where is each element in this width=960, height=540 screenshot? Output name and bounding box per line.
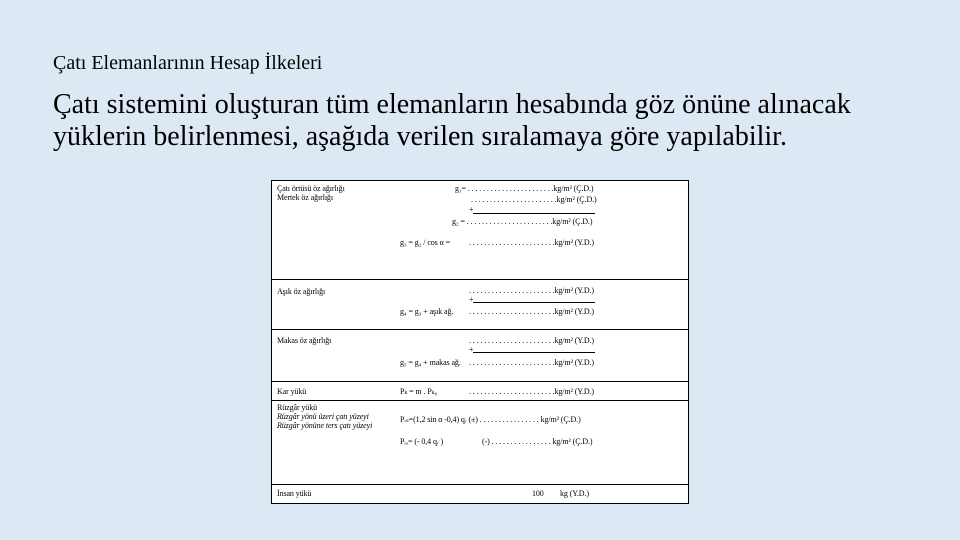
snow-label: Kar yükü	[277, 387, 307, 396]
g4-value: . . . . . . . . . . . . . . . . . . . . . . .kg/m² (Y.D.)	[469, 307, 594, 316]
row-divider	[272, 329, 688, 330]
wind-label: Rüzgâr yükü	[277, 403, 318, 412]
purlin-value: . . . . . . . . . . . . . . . . . . . . . . .kg/m² (Y.D.)	[469, 286, 594, 295]
g5-value: . . . . . . . . . . . . . . . . . . . . . . .kg/m² (Y.D.)	[469, 358, 594, 367]
row-divider	[272, 484, 688, 485]
purlin-label: Aşık öz ağırlığı	[277, 287, 326, 296]
g3-formula: g₃ = g₂ / cos α =	[400, 238, 450, 247]
roof-cover-label: Çatı örtüsü öz ağırlığı	[277, 184, 345, 193]
g3-value: . . . . . . . . . . . . . . . . . . . . . . .kg/m² (Y.D.)	[469, 238, 594, 247]
load-calculation-table	[271, 180, 689, 504]
sum-plus: +	[469, 295, 474, 304]
rafter-label: Mertek öz ağırlığı	[277, 193, 333, 202]
row-divider	[272, 400, 688, 401]
snow-formula: Pₖ = m . Pₖ₀	[400, 387, 438, 396]
sum-line	[473, 352, 595, 353]
row-divider	[272, 279, 688, 280]
g1b-value: . . . . . . . . . . . . . . . . . . . . . . .kg/m² (Ç.D.)	[471, 195, 597, 204]
g2-value: g₂ = . . . . . . . . . . . . . . . . . . . . . . .kg/m² (Ç.D.)	[452, 217, 593, 226]
sum-line	[473, 213, 595, 214]
truss-label: Makas öz ağırlığı	[277, 336, 332, 345]
slide-body-text: Çatı sistemini oluşturan tüm elemanların hesabında göz önüne alınacak yüklerin belirlenmesi, aşağıda verilen sıralamaya göre yapılabilir.	[53, 89, 851, 152]
wind-leeward-label: Rüzgâr yönüne ters çatı yüzeyi	[277, 421, 373, 430]
sum-line	[473, 302, 595, 303]
human-load-value: 100	[532, 489, 544, 498]
wind-windward-label: Rüzgâr yönü üzeri çatı yüzeyi	[277, 412, 369, 421]
g1-value: g₁= . . . . . . . . . . . . . . . . . . . . . . .kg/m² (Ç.D.)	[455, 184, 594, 193]
wind-value-leeward: (-) . . . . . . . . . . . . . . . . kg/m² (Ç.D.)	[482, 437, 593, 446]
g4-formula: g₄ = g₃ + aşık ağ.	[400, 307, 454, 316]
row-divider	[272, 381, 688, 382]
human-load-label: İnsan yükü	[277, 489, 312, 498]
wind-formula-windward: Pᵣₛ=(1,2 sin α -0,4) qᵣ (±) . . . . . . . . . . . . . . . . kg/m² (Ç.D.)	[400, 415, 581, 424]
slide-title: Çatı Elemanlarının Hesap İlkeleri	[53, 52, 323, 74]
truss-value: . . . . . . . . . . . . . . . . . . . . . . .kg/m² (Y.D.)	[469, 336, 594, 345]
sum-plus: +	[469, 345, 474, 354]
snow-value: . . . . . . . . . . . . . . . . . . . . . . .kg/m² (Y.D.)	[469, 387, 594, 396]
human-load-unit: kg (Y.D.)	[560, 489, 589, 498]
wind-formula-leeward: Pᵣₑ= (- 0,4 qᵣ )	[400, 437, 444, 446]
g5-formula: g₅ = g₄ + makas ağ.	[400, 358, 461, 367]
sum-plus: +	[469, 205, 474, 214]
